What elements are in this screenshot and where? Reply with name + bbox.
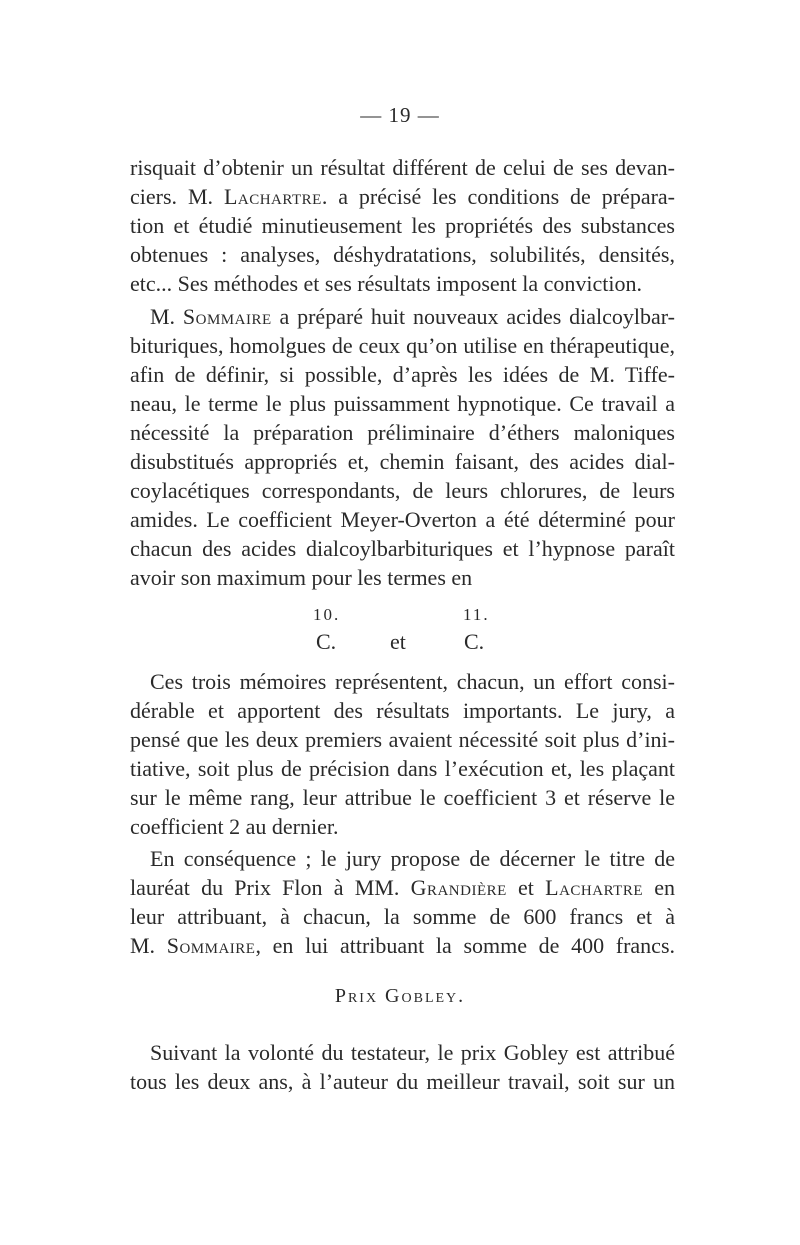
text-line: dérable et apportent des résultats importants. Le jury, a (130, 698, 675, 723)
text-line: tous les deux ans, à l’auteur du meilleur travail, soit sur un (130, 1069, 675, 1094)
text-line: obtenues : analyses, déshydratations, solubilités, densités, (130, 242, 675, 267)
author-name-grandiere: Grandière (410, 875, 507, 900)
section-title: Prix Gobley. (334, 985, 466, 1007)
author-name-lachartre: Lachartre (223, 184, 322, 209)
text-line: coefficient 2 au dernier. (130, 814, 339, 839)
text-line: nécessité la préparation préliminaire d’éthers maloniques (130, 420, 675, 445)
formula-number-10: 10. (313, 605, 341, 624)
paragraph-sommaire (130, 302, 675, 592)
paragraph-evaluation (130, 667, 675, 841)
text-line: neau, le terme le plus puissamment hypnotique. Ce travail a (130, 391, 675, 416)
text-line: risquait d’obtenir un résultat différent de celui de ses devan- (130, 155, 675, 180)
text-line: M. Sommaire, en lui attribuant la somme de 400 francs. (130, 933, 676, 958)
carbon-formula (0, 605, 800, 665)
text-line: avoir son maximum pour les termes en (130, 565, 473, 590)
author-name-lachartre: Lachartre (545, 875, 643, 900)
text-line: disubstitués appropriés et, chemin faisant, des acides dial- (130, 449, 675, 474)
author-name-sommaire: Sommaire (166, 933, 256, 958)
text-line: sur le même rang, leur attribue le coefficient 3 et réserve le (130, 785, 675, 810)
text-line: M. Sommaire a préparé huit nouveaux acides dialcoylbar- (150, 304, 675, 329)
text-line: pensé que les deux premiers avaient nécessité soit plus d’ini- (130, 727, 675, 752)
text-line: tiative, soit plus de précision dans l’exécution et, les plaçant (130, 756, 675, 781)
text-line: afin de définir, si possible, d’après les idées de M. Tiffe- (130, 362, 675, 387)
author-name-sommaire: Sommaire (182, 304, 272, 329)
page-number: — 19 — (360, 103, 440, 127)
text-line: Ces trois mémoires représentent, chacun, un effort consi- (150, 669, 675, 694)
paragraph-lachartre (130, 153, 675, 298)
text-line: bituriques, homolgues de ceux qu’on utilise en thérapeutique, (130, 333, 675, 358)
text-line: tion et étudié minutieusement les propriétés des substances (130, 213, 675, 238)
formula-number-11: 11. (463, 605, 490, 624)
text-line: amides. Le coefficient Meyer-Overton a été déterminé pour (130, 507, 675, 532)
paragraph-award-decision (130, 844, 675, 960)
text-line: chacun des acides dialcoylbarbituriques et l’hypnose paraît (130, 536, 675, 561)
text-line: Suivant la volonté du testateur, le prix Gobley est attribué (150, 1040, 675, 1065)
text-line: etc... Ses méthodes et ses résultats imposent la conviction. (130, 271, 643, 296)
text-line: lauréat du Prix Flon à MM. Grandière et Lachartre en (130, 875, 675, 900)
formula-conjunction: et (390, 629, 406, 654)
text-line: ciers. M. Lachartre. a précisé les conditions de prépara- (130, 184, 676, 209)
text-line: leur attribuant, à chacun, la somme de 600 francs et à (130, 904, 675, 929)
text-line: En conséquence ; le jury propose de décerner le titre de (150, 846, 675, 871)
formula-carbon-2: C. (464, 629, 485, 654)
formula-carbon-1: C. (316, 629, 337, 654)
text-line: coylacétiques correspondants, de leurs chlorures, de leurs (130, 478, 675, 503)
paragraph-prix-gobley (130, 1038, 675, 1096)
